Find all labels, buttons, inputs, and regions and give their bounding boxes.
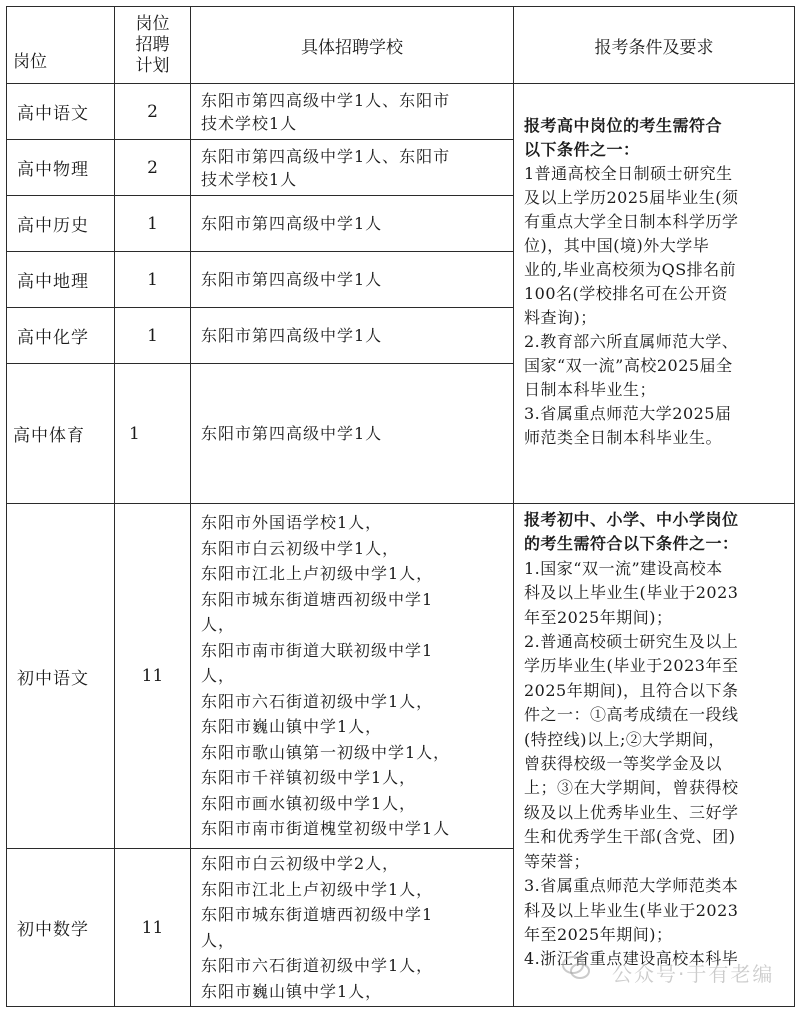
school-line: 东阳市六石街道初级中学1人， (201, 956, 434, 975)
requirement-line: 2.普通高校硕士研究生及以上 (524, 632, 739, 652)
position-cell: 高中语文 (7, 84, 115, 140)
wechat-icon (560, 952, 592, 984)
requirement-line: 位)，其中国(境)外大学毕 (524, 236, 710, 255)
school-line: 人， (201, 666, 236, 686)
school-line: 人， (201, 615, 236, 635)
school-line: 技术学校1人 (201, 113, 298, 133)
requirement-line: 师范类全日制本科毕业生。 (524, 428, 723, 447)
table-row (7, 504, 795, 849)
count-cell: 2 (115, 140, 191, 196)
count-cell: 11 (115, 849, 191, 1007)
school-line: 东阳市白云初级中学2人， (201, 854, 400, 873)
header-position: 岗位 (7, 7, 115, 84)
count-cell: 1 (115, 196, 191, 252)
count-cell: 1 (115, 364, 191, 504)
requirement-line: 1普通高校全日制硕士研究生 (524, 164, 733, 183)
position-cell: 高中历史 (7, 196, 115, 252)
requirements-middle-school (514, 504, 795, 1007)
header-requirements: 报考条件及要求 (514, 7, 795, 84)
header-school: 具体招聘学校 (191, 7, 514, 84)
header-plan (115, 7, 191, 84)
requirements-title: 的考生需符合以下条件之一： (524, 534, 739, 554)
school-line: 东阳市歌山镇第一初级中学1人， (201, 742, 451, 762)
requirement-line: 料查询)； (524, 308, 597, 327)
school-line: 东阳市第四高级中学1人 (201, 326, 383, 345)
requirement-line: 曾获得校级一等奖学金及以 (524, 754, 723, 774)
school-line: 东阳市城东街道塘西初级中学1 (201, 905, 434, 924)
school-line: 东阳市画水镇初级中学1人， (201, 793, 417, 813)
school-cell (191, 84, 514, 140)
requirements-title: 以下条件之一： (524, 140, 640, 159)
requirement-line: 年至2025年期间)； (524, 924, 673, 944)
count-cell: 1 (115, 252, 191, 308)
header-row (7, 7, 795, 84)
position-cell: 高中地理 (7, 252, 115, 308)
header-plan-line: 岗位 (135, 13, 170, 34)
requirement-line: 年至2025年期间)； (524, 607, 673, 627)
school-line: 东阳市第四高级中学1人、东阳市 (201, 146, 451, 166)
school-line: 东阳市南市街道大联初级中学1 (201, 640, 434, 660)
requirement-line: 科及以上毕业生(毕业于2023 (524, 583, 739, 603)
position-cell: 高中化学 (7, 308, 115, 364)
school-line: 东阳市白云初级中学1人， (201, 538, 400, 558)
count-cell: 1 (115, 308, 191, 364)
position-cell: 初中数学 (7, 849, 115, 1007)
watermark: 公众号·于有老编 (612, 962, 775, 986)
requirement-line: 国家“双一流”高校2025届全 (524, 356, 733, 375)
school-cell (191, 504, 514, 849)
school-line: 东阳市城东街道塘西初级中学1 (201, 589, 434, 609)
school-line: 东阳市第四高级中学1人 (201, 270, 383, 289)
requirement-line: 2025年期间)，且符合以下条 (524, 680, 739, 700)
table-row (7, 84, 795, 140)
recruitment-table (6, 6, 795, 1007)
requirements-title: 报考高中岗位的考生需符合 (524, 116, 723, 135)
school-line: 东阳市江北上卢初级中学1人， (201, 879, 434, 899)
requirement-line: 等荣誉； (524, 851, 591, 871)
requirement-line: 件之一：①高考成绩在一段线 (524, 705, 739, 725)
requirements-high-school (514, 84, 795, 504)
school-cell (191, 140, 514, 196)
school-line: 东阳市江北上卢初级中学1人， (201, 564, 434, 584)
school-line: 东阳市巍山镇中学1人， (201, 717, 383, 737)
requirement-line: 级及以上优秀毕业生、三好学 (524, 802, 739, 822)
requirement-line: 3.省属重点师范大学2025届 (524, 404, 732, 423)
school-cell (191, 849, 514, 1007)
requirement-line: 及以上学历2025届毕业生(须 (524, 188, 739, 207)
requirement-line: 日制本科毕业生； (524, 380, 657, 399)
requirement-line: 上；③在大学期间，曾获得校 (524, 778, 739, 798)
requirement-line: 生和优秀学生干部(含党、团) (524, 827, 736, 847)
requirement-line: 科及以上毕业生(毕业于2023 (524, 900, 739, 920)
school-line: 人， (201, 930, 236, 950)
requirement-line: 业的,毕业高校须为QS排名前 (524, 260, 737, 279)
school-line: 东阳市第四高级中学1人 (201, 214, 383, 233)
school-line: 东阳市第四高级中学1人、东阳市 (201, 90, 451, 110)
position-cell: 高中物理 (7, 140, 115, 196)
position-cell: 高中体育 (7, 364, 115, 504)
position-cell: 初中语文 (7, 504, 115, 849)
school-line: 东阳市千祥镇初级中学1人， (201, 768, 417, 788)
school-line: 东阳市第四高级中学1人 (201, 424, 383, 443)
header-plan-line: 招聘 (135, 34, 170, 55)
header-plan-line: 计划 (135, 55, 170, 76)
requirement-line: 3.省属重点师范大学师范类本 (524, 876, 739, 896)
requirements-title: 报考初中、小学、中小学岗位 (524, 510, 739, 529)
school-line: 技术学校1人 (201, 169, 298, 189)
school-line: 东阳市巍山镇中学1人， (201, 981, 383, 1001)
requirement-line: 2.教育部六所直属师范大学、 (524, 332, 739, 351)
requirement-line: 100名(学校排名可在公开资 (524, 284, 728, 303)
school-cell (191, 252, 514, 308)
school-cell (191, 308, 514, 364)
requirement-line: 有重点大学全日制本科学历学 (524, 212, 739, 231)
school-cell (191, 364, 514, 504)
school-cell (191, 196, 514, 252)
requirement-line: 4.浙江省重点建设高校本科毕 (524, 949, 739, 969)
count-cell: 11 (115, 504, 191, 849)
count-cell: 2 (115, 84, 191, 140)
requirement-line: (特控线)以上;②大学期间， (524, 729, 725, 749)
school-line: 东阳市南市街道槐堂初级中学1人 (201, 819, 451, 839)
requirement-line: 1.国家“双一流”建设高校本 (524, 558, 723, 578)
school-line: 东阳市外国语学校1人， (201, 513, 383, 533)
school-line: 东阳市六石街道初级中学1人， (201, 691, 434, 711)
requirement-line: 学历毕业生(毕业于2023年至 (524, 656, 739, 676)
